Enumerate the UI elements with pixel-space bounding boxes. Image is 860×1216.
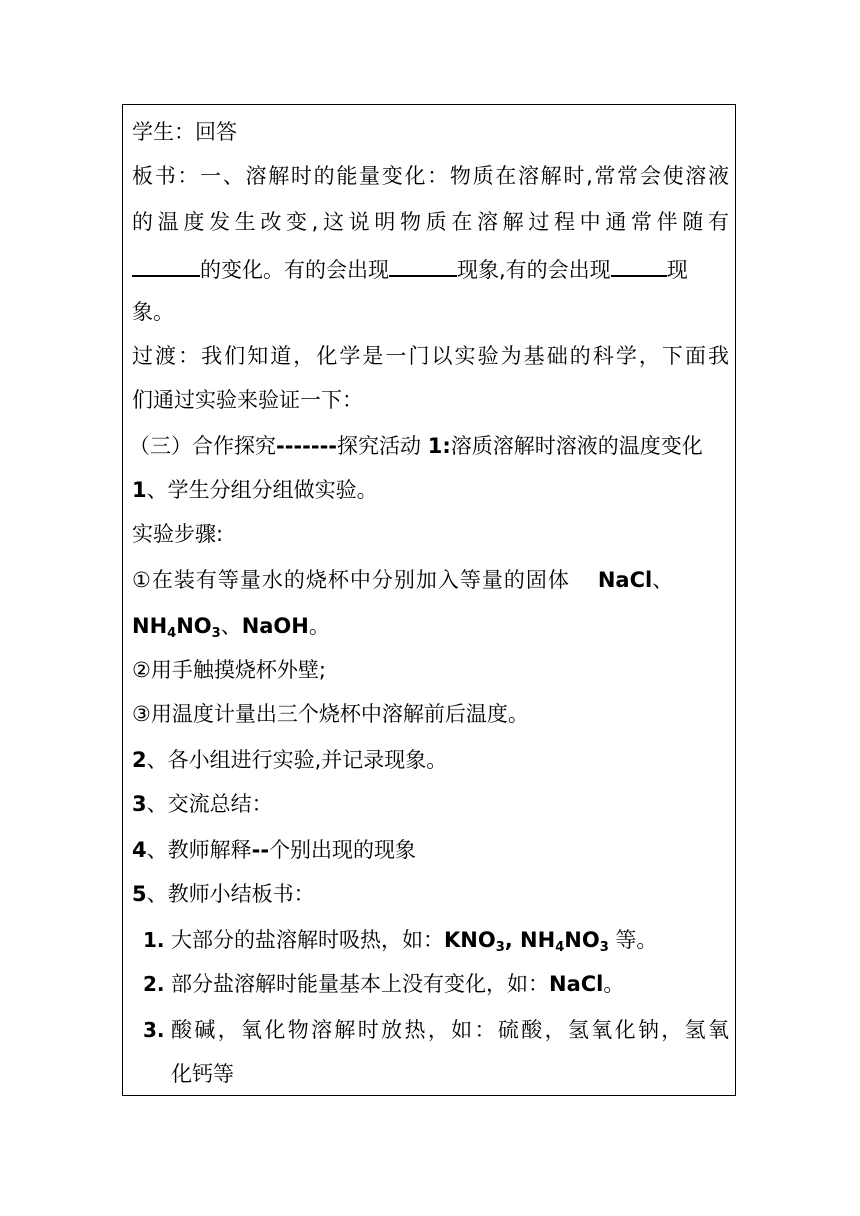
item-2: 2、各小组进行实验,并记录现象。 xyxy=(132,748,448,772)
fill-blank-3[interactable] xyxy=(611,253,667,277)
transition-line-2: 们通过实验来验证一下： xyxy=(132,388,363,412)
item-5: 5、教师小结板书： xyxy=(132,882,315,906)
blackboard-line-1: 板书：一、溶解时的能量变化：物质在溶解时,常常会使溶液 xyxy=(132,164,729,188)
steps-label: 实验步骤: xyxy=(132,522,224,546)
item-4: 4、教师解释--个别出现的现象 xyxy=(132,838,417,862)
transition-line-1: 过渡：我们知道，化学是一门以实验为基础的科学，下面我 xyxy=(132,344,729,368)
list-number: 2. xyxy=(143,972,165,996)
list-number: 1. xyxy=(143,928,165,952)
section-3-heading: （三）合作探究-------探究活动 1:溶质溶解时溶液的温度变化 xyxy=(129,434,703,458)
item-3: 3、交流总结： xyxy=(132,792,273,816)
item-1: 1、学生分组分组做实验。 xyxy=(132,478,378,502)
blackboard-line-3: 的变化。有的会出现 现象,有的会出现 现 xyxy=(132,253,729,285)
list-item: 部分盐溶解时能量基本上没有变化，如：NaCl。 xyxy=(171,972,625,996)
student-answer-line: 学生：回答 xyxy=(132,120,237,144)
step-1-line-1: ①在装有等量水的烧杯中分别加入等量的固体 NaCl、 xyxy=(132,568,674,592)
fill-blank-2[interactable] xyxy=(389,253,457,277)
list-item: 大部分的盐溶解时吸热，如：$KNO_3$, $NH_4NO_3$ 等。 xyxy=(171,928,658,955)
content-box xyxy=(122,104,736,1096)
list-number: 3. xyxy=(143,1018,165,1042)
list-item-continuation: 化钙等 xyxy=(171,1062,234,1086)
blackboard-line-4: 象。 xyxy=(132,300,174,324)
list-item: 酸碱，氧化物溶解时放热，如：硫酸，氢氧化钠，氢氧 xyxy=(171,1018,729,1042)
fill-blank-1[interactable] xyxy=(132,253,200,277)
blackboard-line-2: 的温度发生改变,这说明物质在溶解过程中通常伴随有 xyxy=(132,210,729,234)
step-3: ③用温度计量出三个烧杯中溶解前后温度。 xyxy=(132,702,529,726)
step-1-line-2: $NH_4NO_3$、NaOH。 xyxy=(132,614,330,641)
step-2: ②用手触摸烧杯外壁; xyxy=(132,658,326,682)
